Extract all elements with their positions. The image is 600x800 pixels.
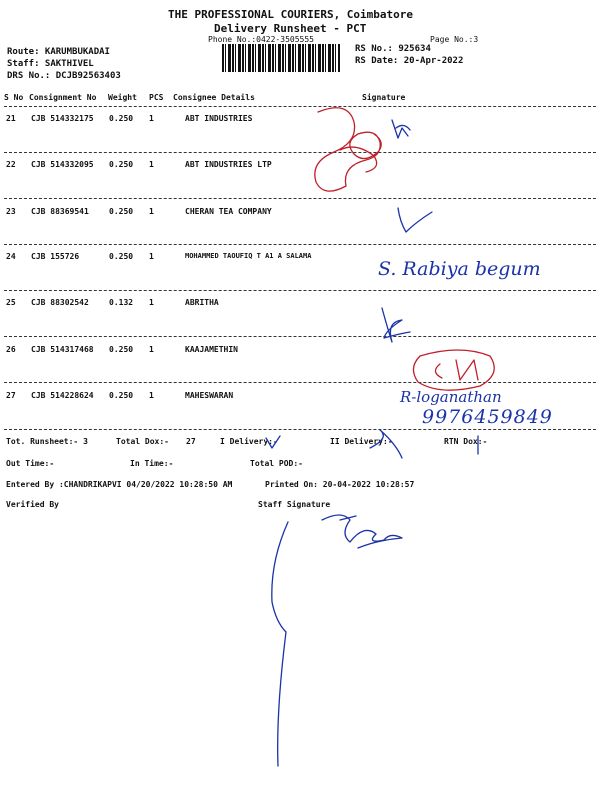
- cell-pcs: 1: [149, 114, 154, 123]
- col-consignment: Consignment No: [29, 93, 97, 102]
- rtn-dox: RTN Dox:-: [444, 437, 488, 446]
- cell-pcs: 1: [149, 207, 154, 216]
- cell-consignment: CJB 514317468: [31, 345, 94, 354]
- cell-weight: 0.250: [109, 345, 134, 354]
- document-title: Delivery Runsheet - PCT: [214, 22, 367, 35]
- route: Route: KARUMBUKADAI: [7, 47, 110, 57]
- staff-signature: [272, 515, 402, 766]
- rs-date: RS Date: 20-Apr-2022: [355, 56, 464, 66]
- cell-consignee: ABRITHA: [185, 298, 219, 307]
- rs-number: RS No.: 925634: [355, 44, 431, 54]
- cell-consignee: MOHAMMED TAOUFIQ T A1 A SALAMA: [185, 252, 312, 260]
- cell-consignee: CHERAN TEA COMPANY: [185, 207, 272, 216]
- page-number: Page No.:3: [430, 35, 479, 44]
- phone-number: Phone No.:0422-3505555: [208, 35, 314, 44]
- cell-sno: 23: [6, 207, 16, 216]
- total-dox-label: Total Dox:-: [116, 437, 169, 446]
- cell-consignment: CJB 514332175: [31, 114, 94, 123]
- entered-by: Entered By :CHANDRIKAPVI 04/20/2022 10:28:50 AM: [6, 480, 233, 489]
- handwritten-receiver-name: S. Rabiya begum: [378, 258, 541, 280]
- cell-weight: 0.250: [109, 252, 134, 261]
- cell-consignment: CJB 88369541: [31, 207, 89, 216]
- i-delivery: I Delivery:-: [220, 437, 278, 446]
- total-dox-value: 27: [186, 437, 196, 446]
- cell-weight: 0.250: [109, 114, 134, 123]
- cell-sno: 26: [6, 345, 16, 354]
- handwritten-phone: 9976459849: [422, 406, 553, 428]
- cell-weight: 0.250: [109, 160, 134, 169]
- cell-pcs: 1: [149, 345, 154, 354]
- verified-by: Verified By: [6, 500, 59, 509]
- cell-weight: 0.250: [109, 391, 134, 400]
- cell-sno: 21: [6, 114, 16, 123]
- cell-consignment: CJB 514228624: [31, 391, 94, 400]
- cell-sno: 22: [6, 160, 16, 169]
- staff-signature-label: Staff Signature: [258, 500, 331, 509]
- col-consignee: Consignee Details: [173, 93, 255, 102]
- drs-number: DRS No.: DCJB92563403: [7, 71, 121, 81]
- in-time: In Time:-: [130, 459, 174, 468]
- printed-on: Printed On: 20-04-2022 10:28:57: [265, 480, 415, 489]
- cell-pcs: 1: [149, 160, 154, 169]
- signature-row25: [382, 308, 410, 342]
- cell-weight: 0.132: [109, 298, 134, 307]
- cell-consignee: ABT INDUSTRIES: [185, 114, 253, 123]
- cell-pcs: 1: [149, 298, 154, 307]
- cell-sno: 25: [6, 298, 16, 307]
- cell-consignment: CJB 88302542: [31, 298, 89, 307]
- total-runsheet: Tot. Runsheet:- 3: [6, 437, 88, 446]
- cell-pcs: 1: [149, 252, 154, 261]
- cell-pcs: 1: [149, 391, 154, 400]
- total-pod: Total POD:-: [250, 459, 303, 468]
- cell-sno: 24: [6, 252, 16, 261]
- cell-consignment: CJB 514332095: [31, 160, 94, 169]
- company-name: THE PROFESSIONAL COURIERS, Coimbatore: [168, 8, 414, 21]
- col-weight: Weight: [108, 93, 137, 102]
- signature-row23: [398, 208, 432, 232]
- cell-consignee: KAAJAMETHIN: [185, 345, 238, 354]
- red-stamp-row26: [413, 350, 494, 390]
- cell-consignment: CJB 155726: [31, 252, 80, 261]
- cell-weight: 0.250: [109, 207, 134, 216]
- handwritten-receiver-row27: R-loganathan: [400, 388, 502, 406]
- col-sno: S No: [4, 93, 24, 102]
- signature-row21: [392, 120, 410, 138]
- ii-delivery: II Delivery:-: [330, 437, 393, 446]
- col-signature: Signature: [362, 93, 406, 102]
- staff: Staff: SAKTHIVEL: [7, 59, 94, 69]
- cell-consignee: ABT INDUSTRIES LTP: [185, 160, 272, 169]
- cell-sno: 27: [6, 391, 16, 400]
- out-time: Out Time:-: [6, 459, 55, 468]
- cell-consignee: MAHESWARAN: [185, 391, 234, 400]
- col-pcs: PCS: [149, 93, 164, 102]
- red-stamp-scribble: [315, 108, 381, 191]
